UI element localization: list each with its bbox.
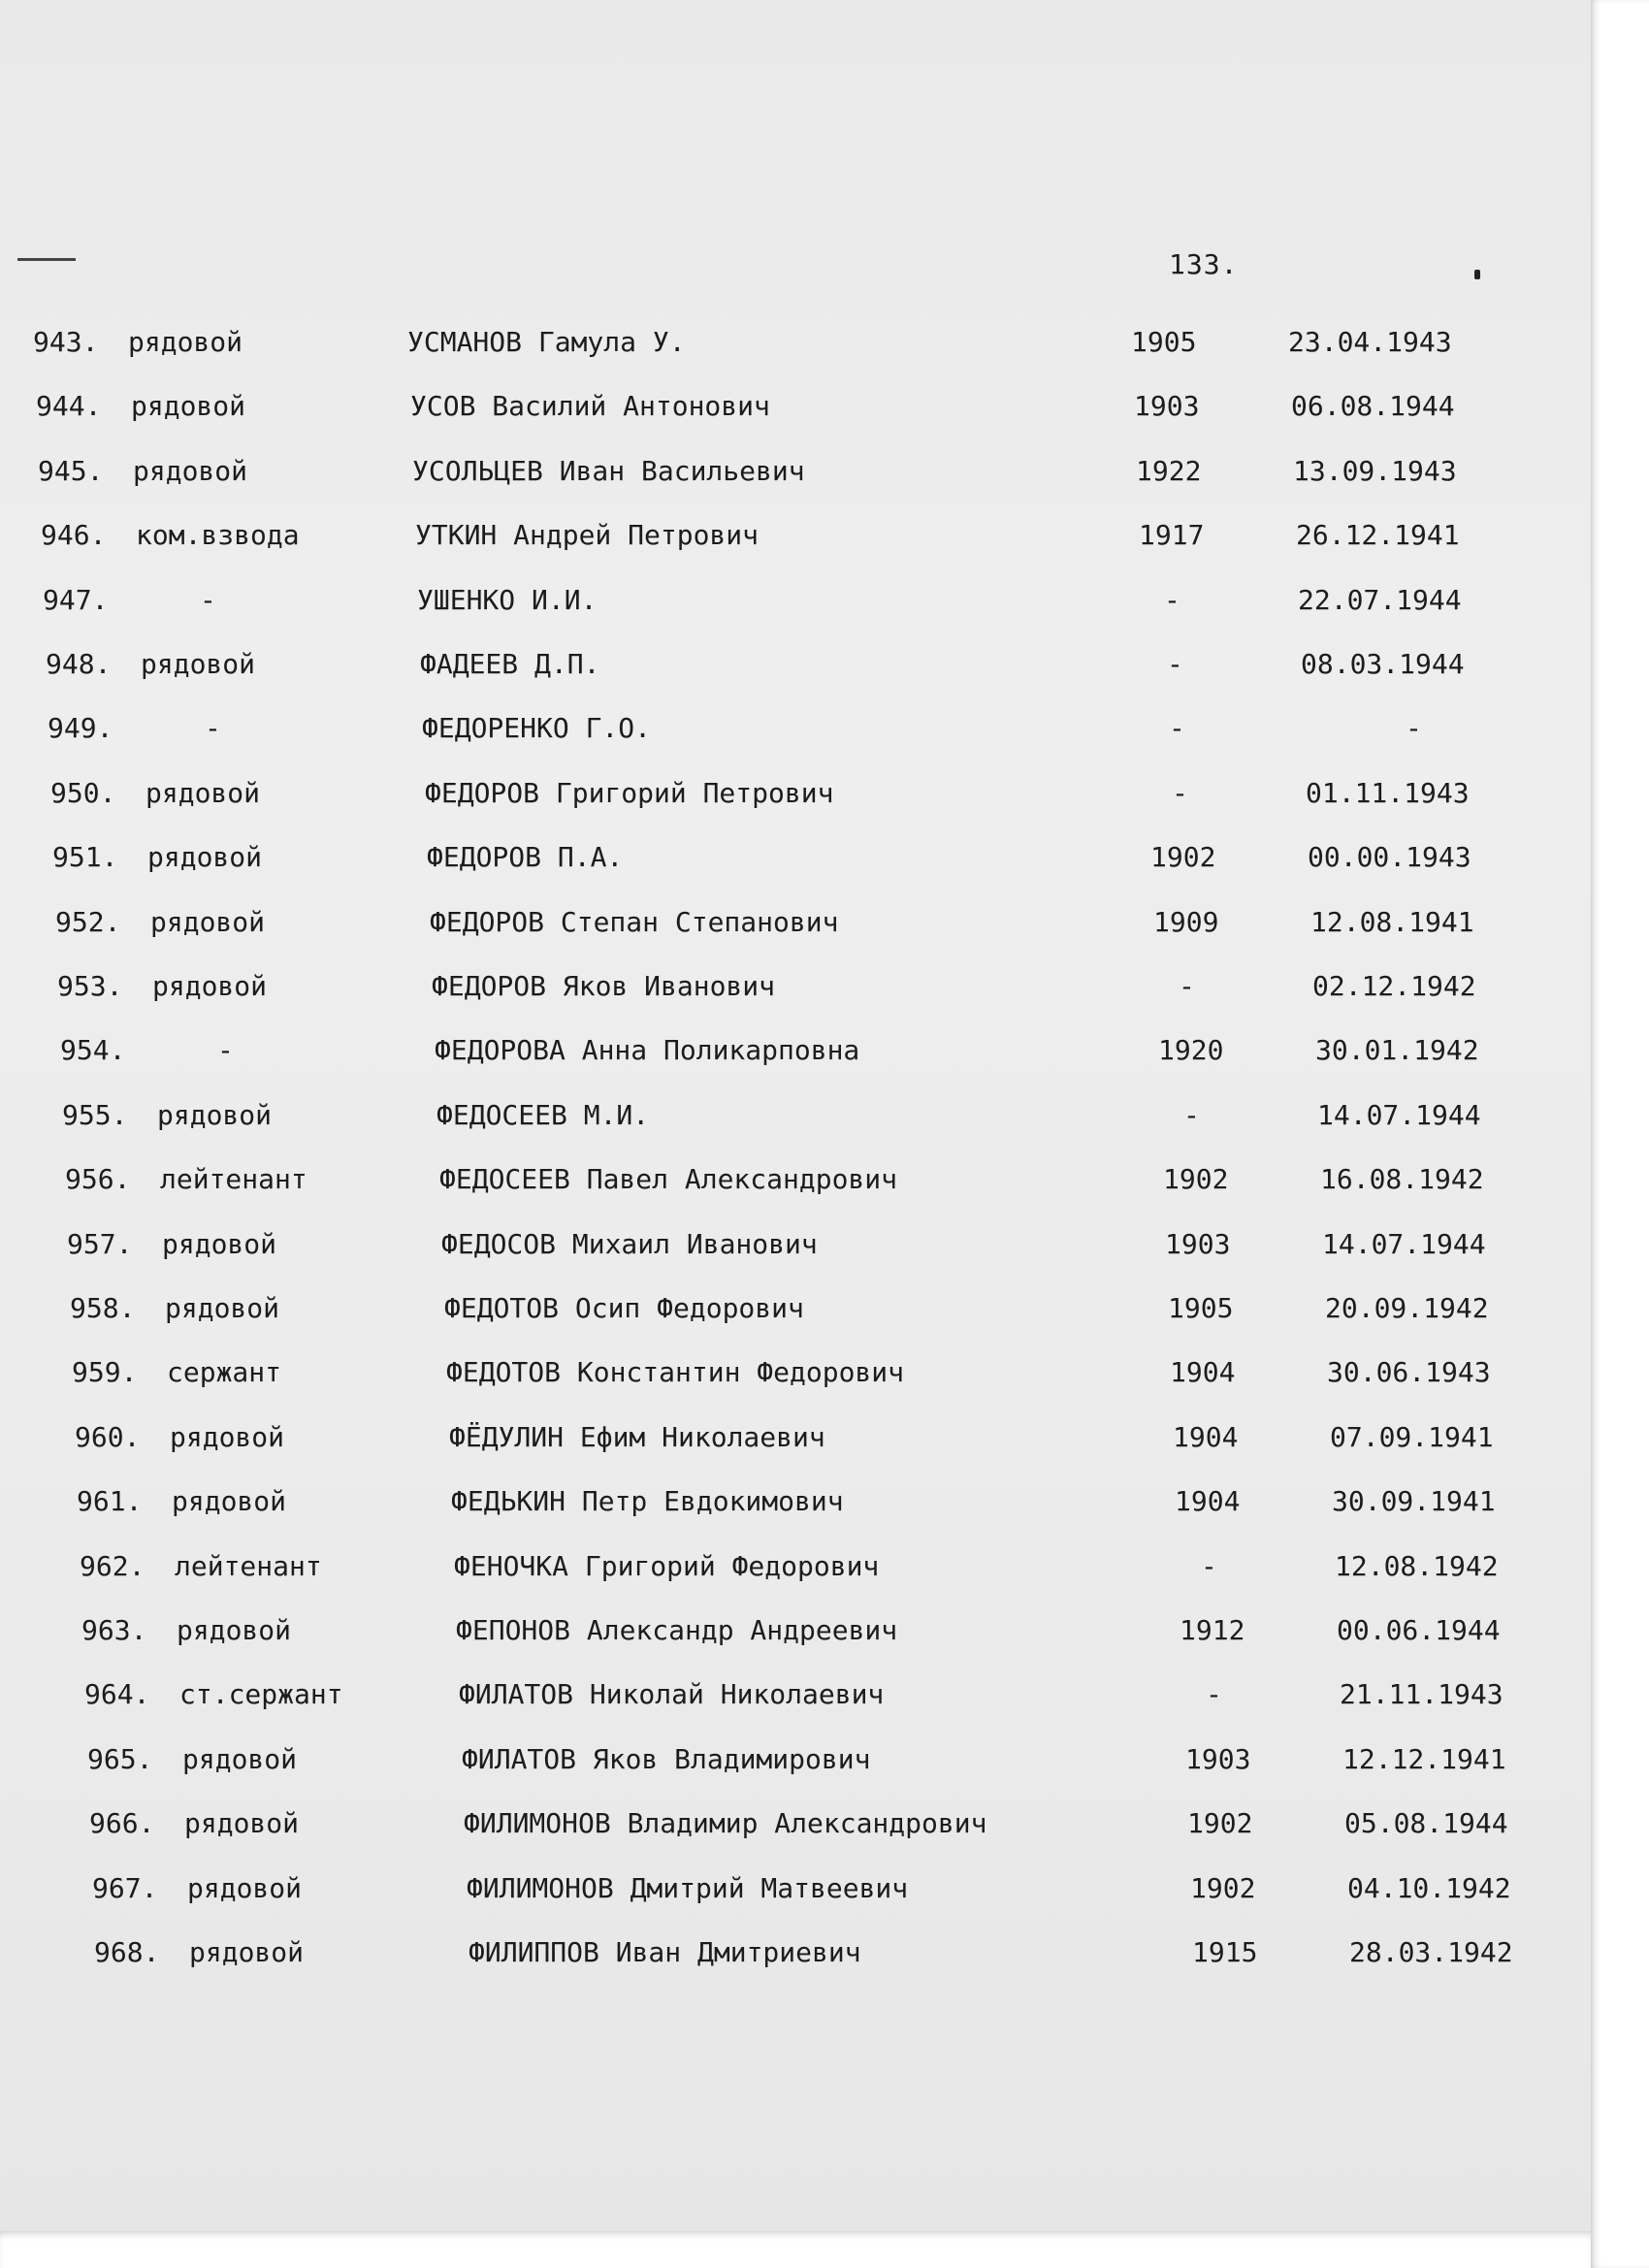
record-number: 957. [67,1228,133,1260]
record-rank: - [205,712,221,744]
record-date: 05.08.1944 [1344,1807,1508,1839]
record-name: ФЕДОСЕЕВ М.И. [436,1099,650,1131]
record-date: 21.11.1943 [1340,1678,1504,1710]
record-date: 30.01.1942 [1315,1034,1479,1066]
record-name: ФИЛИМОНОВ Владимир Александрович [464,1807,987,1839]
scan-margin-bottom [0,2231,1591,2268]
record-name: ФЕДОРОВ П.А. [427,841,624,873]
record-date: 12.12.1941 [1342,1743,1506,1775]
record-birth-year: 1905 [1168,1292,1234,1324]
record-name: УСОЛЬЦЕВ Иван Васильевич [412,455,805,487]
record-birth-year: 1902 [1163,1163,1229,1195]
record-name: УСОВ Василий Антонович [410,390,770,422]
record-name: ФЕПОНОВ Александр Андреевич [456,1614,898,1646]
record-name: ФЕНОЧКА Григорий Федорович [454,1550,880,1582]
record-birth-year: - [1179,970,1195,1002]
record-date: 14.07.1944 [1317,1099,1481,1131]
record-date: 30.06.1943 [1327,1356,1491,1388]
record-birth-year: 1902 [1190,1872,1256,1904]
record-birth-year: - [1167,648,1183,680]
page-number: 133. [1169,248,1239,280]
record-date: 16.08.1942 [1320,1163,1484,1195]
record-date: 26.12.1941 [1296,519,1460,551]
record-birth-year: 1903 [1165,1228,1231,1260]
record-birth-year: - [1206,1678,1222,1710]
record-rank: рядовой [177,1614,292,1646]
record-number: 956. [65,1163,131,1195]
record-name: УТКИН Андрей Петрович [415,519,760,551]
record-name: ФИЛИМОНОВ Дмитрий Матвеевич [467,1872,909,1904]
record-date: - [1406,712,1422,744]
scan-margin-right [1591,0,1649,2268]
record-rank: лейтенант [175,1550,322,1582]
record-date: 13.09.1943 [1293,455,1457,487]
record-rank: рядовой [189,1936,305,1968]
record-date: 01.11.1943 [1306,777,1470,809]
record-number: 960. [75,1421,141,1453]
record-birth-year: 1905 [1131,326,1197,358]
record-date: 22.07.1944 [1298,584,1462,616]
record-rank: рядовой [182,1743,298,1775]
record-date: 20.09.1942 [1325,1292,1489,1324]
margin-dot-mark [1474,270,1480,279]
record-birth-year: 1904 [1173,1421,1239,1453]
record-number: 963. [81,1614,147,1646]
record-rank: рядовой [128,326,243,358]
record-rank: рядовой [172,1485,287,1517]
record-date: 02.12.1942 [1312,970,1476,1002]
record-number: 951. [52,841,118,873]
record-birth-year: 1920 [1158,1034,1224,1066]
record-name: ФИЛИППОВ Иван Дмитриевич [469,1936,861,1968]
record-birth-year: 1912 [1180,1614,1245,1646]
record-number: 958. [70,1292,136,1324]
record-number: 946. [41,519,107,551]
record-birth-year: - [1164,584,1180,616]
record-number: 955. [62,1099,128,1131]
record-number: 965. [87,1743,153,1775]
record-number: 961. [77,1485,143,1517]
record-date: 23.04.1943 [1288,326,1452,358]
record-rank: - [200,584,216,616]
record-name: ФЕДОТОВ Константин Федорович [446,1356,905,1388]
record-number: 953. [57,970,123,1002]
record-date: 28.03.1942 [1349,1936,1513,1968]
record-rank: рядовой [187,1872,303,1904]
record-rank: ст.сержант [179,1678,343,1710]
record-number: 947. [43,584,109,616]
record-date: 06.08.1944 [1291,390,1455,422]
margin-dash-mark [17,258,76,261]
record-name: ФЕДЬКИН Петр Евдокимович [451,1485,844,1517]
record-date: 00.00.1943 [1308,841,1471,873]
record-name: ФЕДОТОВ Осип Федорович [444,1292,804,1324]
record-name: ФАДЕЕВ Д.П. [420,648,600,680]
record-rank: рядовой [141,648,256,680]
record-number: 945. [38,455,104,487]
record-date: 14.07.1944 [1322,1228,1486,1260]
record-birth-year: 1903 [1134,390,1200,422]
record-name: ФЕДОРОВ Григорий Петрович [425,777,834,809]
record-rank: рядовой [157,1099,273,1131]
record-rank: рядовой [162,1228,277,1260]
record-name: ФЕДОРОВ Степан Степанович [430,906,839,938]
record-number: 962. [80,1550,146,1582]
record-name: ФЕДОСЕЕВ Павел Александрович [439,1163,898,1195]
record-date: 00.06.1944 [1337,1614,1501,1646]
record-name: ФЕДОРОВА Анна Поликарповна [435,1034,860,1066]
record-birth-year: - [1172,777,1188,809]
record-name: ФЕДОРОВ Яков Иванович [432,970,776,1002]
record-birth-year: 1904 [1170,1356,1236,1388]
record-number: 968. [94,1936,160,1968]
record-number: 949. [48,712,113,744]
record-number: 944. [36,390,102,422]
record-name: ФИЛАТОВ Николай Николаевич [459,1678,885,1710]
record-birth-year: - [1169,712,1185,744]
record-date: 04.10.1942 [1347,1872,1511,1904]
record-birth-year: 1902 [1187,1807,1253,1839]
record-rank: рядовой [170,1421,285,1453]
record-number: 966. [89,1807,155,1839]
record-birth-year: 1903 [1185,1743,1251,1775]
record-number: 964. [84,1678,150,1710]
record-rank: лейтенант [160,1163,307,1195]
record-name: УСМАНОВ Гамула У. [407,326,686,358]
record-number: 952. [55,906,121,938]
record-name: ФЕДОРЕНКО Г.О. [422,712,652,744]
record-number: 950. [50,777,116,809]
record-rank: рядовой [146,777,261,809]
record-name: ФЕДОСОВ Михаил Иванович [441,1228,818,1260]
record-rank: рядовой [133,455,248,487]
record-number: 959. [72,1356,138,1388]
record-rank: рядовой [150,906,266,938]
record-birth-year: 1904 [1175,1485,1241,1517]
record-date: 08.03.1944 [1301,648,1465,680]
record-rank: сержант [167,1356,282,1388]
record-number: 948. [46,648,112,680]
record-rank: рядовой [165,1292,280,1324]
record-rank: рядовой [131,390,246,422]
record-rank: ком.взвода [136,519,300,551]
record-name: УШЕНКО И.И. [417,584,598,616]
record-date: 07.09.1941 [1330,1421,1494,1453]
record-date: 30.09.1941 [1332,1485,1496,1517]
record-birth-year: 1922 [1136,455,1202,487]
record-date: 12.08.1941 [1310,906,1474,938]
record-birth-year: - [1183,1099,1200,1131]
record-birth-year: 1915 [1192,1936,1258,1968]
record-name: ФИЛАТОВ Яков Владимирович [462,1743,871,1775]
record-number: 943. [33,326,99,358]
record-rank: рядовой [152,970,268,1002]
record-number: 967. [92,1872,158,1904]
record-rank: - [217,1034,234,1066]
record-date: 12.08.1942 [1335,1550,1499,1582]
record-birth-year: 1917 [1139,519,1205,551]
record-birth-year: - [1201,1550,1217,1582]
record-name: ФЁДУЛИН Ефим Николаевич [449,1421,825,1453]
record-rank: рядовой [184,1807,300,1839]
record-birth-year: 1909 [1153,906,1219,938]
record-birth-year: 1902 [1150,841,1216,873]
record-number: 954. [60,1034,126,1066]
record-rank: рядовой [147,841,263,873]
